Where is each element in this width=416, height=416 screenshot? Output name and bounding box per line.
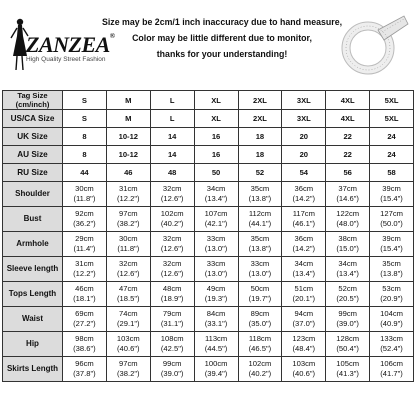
- measurement-inch: (13.4"): [292, 269, 316, 278]
- measurement-cm: 123cm: [292, 334, 316, 343]
- measurement-inch: (19.3"): [204, 294, 228, 303]
- measurement-inch: (12.6"): [117, 269, 140, 278]
- measurement-inch: (20.1"): [292, 294, 316, 303]
- measurement-cm: 104cm: [380, 309, 403, 318]
- table-row: [3, 232, 414, 257]
- measurement-cell: [150, 232, 194, 257]
- measurement-inch: (11.8"): [117, 244, 140, 253]
- measurement-cm: 102cm: [248, 359, 272, 368]
- table-cell: 8: [63, 146, 107, 164]
- table-cell: 14: [150, 128, 194, 146]
- measurement-cell: [194, 182, 238, 207]
- measurement-cell: [370, 307, 414, 332]
- measurement-cell: [238, 307, 282, 332]
- measurement-inch: (37.8"): [73, 369, 96, 378]
- measurement-cell: [63, 332, 107, 357]
- size-header-cell: 2XL: [238, 91, 282, 110]
- table-cell: 44: [63, 164, 107, 182]
- row-header: UK Size: [3, 128, 63, 146]
- table-cell: 18: [238, 128, 282, 146]
- measurement-cell: [238, 182, 282, 207]
- table-cell: 22: [326, 146, 370, 164]
- measurement-cm: 49cm: [206, 284, 226, 293]
- measurement-cm: 39cm: [382, 234, 401, 243]
- measurement-cell: [326, 257, 370, 282]
- measurement-cell: [150, 282, 194, 307]
- measurement-inch: (38.6"): [73, 344, 96, 353]
- table-cell: 14: [150, 146, 194, 164]
- measurement-cm: 102cm: [160, 209, 184, 218]
- measurement-inch: (12.2"): [117, 194, 140, 203]
- measurement-inch: (13.0"): [204, 244, 228, 253]
- measurement-inch: (13.4"): [336, 269, 359, 278]
- measurement-cm: 32cm: [162, 234, 182, 243]
- measurement-cm: 133cm: [380, 334, 403, 343]
- measurement-cm: 32cm: [162, 259, 182, 268]
- header: [2, 2, 414, 87]
- measurement-inch: (11.4"): [73, 244, 96, 253]
- row-header: RU Size: [3, 164, 63, 182]
- size-header-cell: XL: [194, 91, 238, 110]
- measurement-inch: (15.0"): [336, 244, 359, 253]
- measurement-cell: [238, 332, 282, 357]
- measurement-cell: [370, 207, 414, 232]
- measurement-cm: 98cm: [75, 334, 94, 343]
- measurement-inch: (50.4"): [336, 344, 359, 353]
- measurement-cm: 99cm: [162, 359, 182, 368]
- measurement-cm: 79cm: [162, 309, 182, 318]
- measurement-cell: [63, 207, 107, 232]
- measurement-inch: (13.0"): [204, 269, 228, 278]
- measurement-cm: 117cm: [292, 209, 315, 218]
- measurement-cm: 108cm: [160, 334, 184, 343]
- measurement-cell: [194, 232, 238, 257]
- measurement-cell: [194, 332, 238, 357]
- measurement-cm: 37cm: [338, 184, 357, 193]
- table-cell: 24: [370, 128, 414, 146]
- measurement-inch: (19.7"): [248, 294, 272, 303]
- measurement-inch: (42.5"): [160, 344, 184, 353]
- measurement-cell: [63, 357, 107, 382]
- table-cell: 16: [194, 128, 238, 146]
- measurement-inch: (14.2"): [292, 194, 316, 203]
- measurement-cm: 33cm: [206, 259, 226, 268]
- measurement-cm: 69cm: [75, 309, 94, 318]
- measurement-cm: 103cm: [116, 334, 140, 343]
- measurement-cell: [106, 282, 150, 307]
- table-row: [3, 128, 414, 146]
- measurement-inch: (13.8"): [248, 194, 272, 203]
- measurement-inch: (11.8"): [73, 194, 96, 203]
- measurement-cm: 112cm: [248, 209, 272, 218]
- measurement-inch: (44.5"): [204, 344, 228, 353]
- measurement-cm: 34cm: [338, 259, 357, 268]
- row-header: Tops Length: [3, 282, 63, 307]
- measurement-cm: 34cm: [294, 259, 314, 268]
- measurement-cell: [106, 357, 150, 382]
- table-row: [3, 357, 414, 382]
- size-header-cell: 5XL: [370, 91, 414, 110]
- notice-line-1: Size may be 2cm/1 inch inaccuracy due to hand measure,: [102, 17, 343, 27]
- measurement-cm: 50cm: [250, 284, 270, 293]
- measurement-cell: [282, 282, 326, 307]
- measurement-cm: 99cm: [338, 309, 357, 318]
- table-cell: M: [106, 110, 150, 128]
- measurement-cell: [282, 257, 326, 282]
- measurement-cm: 105cm: [336, 359, 360, 368]
- measurement-cell: [326, 207, 370, 232]
- measurement-cm: 38cm: [338, 234, 357, 243]
- table-cell: XL: [194, 110, 238, 128]
- brand-name: ZANZEA: [26, 31, 110, 57]
- measurement-cm: 53cm: [382, 284, 401, 293]
- row-header: Bust: [3, 207, 63, 232]
- measurement-inch: (38.2"): [117, 219, 140, 228]
- row-header: Shoulder: [3, 182, 63, 207]
- measurement-inch: (50.0"): [380, 219, 403, 228]
- measurement-cm: 39cm: [382, 184, 401, 193]
- measurement-cell: [194, 282, 238, 307]
- measurement-cell: [194, 357, 238, 382]
- size-header-cell: 4XL: [326, 91, 370, 110]
- table-row: [3, 164, 414, 182]
- measurement-inch: (12.6"): [160, 194, 184, 203]
- measurement-cell: [238, 282, 282, 307]
- table-cell: 20: [282, 128, 326, 146]
- table-row: [3, 307, 414, 332]
- measurement-cm: 84cm: [206, 309, 226, 318]
- size-header-cell: S: [63, 91, 107, 110]
- measurement-inch: (12.6"): [160, 244, 184, 253]
- measurement-cell: [238, 207, 282, 232]
- measurement-cm: 106cm: [380, 359, 403, 368]
- measurement-cell: [106, 307, 150, 332]
- registered-mark: ®: [109, 31, 115, 40]
- measurement-cm: 35cm: [250, 234, 270, 243]
- measurement-inch: (20.5"): [336, 294, 359, 303]
- measurement-cell: [63, 232, 107, 257]
- measurement-cell: [194, 307, 238, 332]
- measurement-cell: [370, 182, 414, 207]
- table-cell: 56: [326, 164, 370, 182]
- table-cell: 2XL: [238, 110, 282, 128]
- measurement-cell: [326, 357, 370, 382]
- measurement-cell: [150, 257, 194, 282]
- measurement-cell: [238, 357, 282, 382]
- measurement-cm: 48cm: [162, 284, 182, 293]
- size-table: [2, 90, 414, 382]
- size-header-cell: 3XL: [282, 91, 326, 110]
- measurement-cm: 32cm: [119, 259, 138, 268]
- measurement-cell: [238, 232, 282, 257]
- table-row: [3, 207, 414, 232]
- measurement-cell: [194, 207, 238, 232]
- measurement-cell: [282, 182, 326, 207]
- measurement-inch: (14.2"): [292, 244, 316, 253]
- table-cell: 24: [370, 146, 414, 164]
- brand-tagline: High Quality Street Fashion: [26, 55, 106, 63]
- measurement-cm: 35cm: [250, 184, 270, 193]
- measurement-cell: [326, 182, 370, 207]
- measurement-cell: [370, 332, 414, 357]
- tag-size-row: [3, 91, 414, 110]
- measurement-cm: 100cm: [204, 359, 228, 368]
- row-header: Sleeve length: [3, 257, 63, 282]
- measurement-inch: (40.6"): [292, 369, 316, 378]
- measurement-inch: (13.0"): [248, 269, 272, 278]
- measurement-inch: (40.2"): [248, 369, 272, 378]
- measurement-cell: [326, 282, 370, 307]
- measurement-cm: 36cm: [294, 184, 314, 193]
- measurement-cell: [326, 232, 370, 257]
- measurement-inch: (48.4"): [292, 344, 316, 353]
- measurement-inch: (33.1"): [204, 319, 228, 328]
- row-header: US/CA Size: [3, 110, 63, 128]
- row-header: Armhole: [3, 232, 63, 257]
- measurement-inch: (39.0"): [160, 369, 184, 378]
- measurement-cell: [370, 257, 414, 282]
- table-cell: 20: [282, 146, 326, 164]
- measurement-cm: 36cm: [294, 234, 314, 243]
- measurement-cm: 46cm: [75, 284, 94, 293]
- measurement-cm: 118cm: [248, 334, 272, 343]
- table-cell: 16: [194, 146, 238, 164]
- measurement-cell: [370, 357, 414, 382]
- measurement-cell: [370, 232, 414, 257]
- measurement-cell: [106, 232, 150, 257]
- measurement-cell: [326, 332, 370, 357]
- notice-line-3: thanks for your understanding!: [156, 49, 288, 59]
- measurement-cell: [63, 307, 107, 332]
- measurement-cm: 128cm: [336, 334, 360, 343]
- table-cell: 10-12: [106, 128, 150, 146]
- row-header: Skirts Length: [3, 357, 63, 382]
- table-cell: S: [63, 110, 107, 128]
- measurement-inch: (12.2"): [73, 269, 96, 278]
- measurement-inch: (27.2"): [73, 319, 96, 328]
- table-cell: 3XL: [282, 110, 326, 128]
- measurement-cm: 74cm: [119, 309, 138, 318]
- measurement-inch: (40.9"): [380, 319, 403, 328]
- measuring-tape-icon: [338, 8, 410, 80]
- measurement-cell: [150, 357, 194, 382]
- measurement-cm: 51cm: [294, 284, 314, 293]
- measurement-cell: [106, 207, 150, 232]
- measurement-cm: 113cm: [204, 334, 228, 343]
- measurement-inch: (15.4"): [380, 244, 403, 253]
- measurement-inch: (36.2"): [73, 219, 96, 228]
- table-cell: 8: [63, 128, 107, 146]
- measurement-inch: (39.0"): [336, 319, 359, 328]
- measurement-cm: 31cm: [75, 259, 94, 268]
- size-header-cell: L: [150, 91, 194, 110]
- measurement-cell: [282, 357, 326, 382]
- measurement-cell: [106, 257, 150, 282]
- table-row: [3, 332, 414, 357]
- measurement-cell: [150, 332, 194, 357]
- row-header: Waist: [3, 307, 63, 332]
- table-cell: 54: [282, 164, 326, 182]
- measurement-cm: 97cm: [119, 209, 138, 218]
- measurement-inch: (38.2"): [117, 369, 140, 378]
- measurement-cm: 30cm: [119, 234, 138, 243]
- measurement-cm: 92cm: [75, 209, 94, 218]
- measurement-cell: [238, 257, 282, 282]
- measurement-inch: (40.6"): [117, 344, 140, 353]
- table-cell: 50: [194, 164, 238, 182]
- measurement-inch: (18.5"): [117, 294, 140, 303]
- measurement-cell: [63, 257, 107, 282]
- measurement-inch: (14.6"): [336, 194, 359, 203]
- measurement-inch: (13.8"): [248, 244, 272, 253]
- measurement-inch: (29.1"): [117, 319, 140, 328]
- measurement-inch: (46.5"): [248, 344, 272, 353]
- measurement-inch: (41.3"): [336, 369, 359, 378]
- measurement-cm: 34cm: [206, 184, 226, 193]
- table-cell: 22: [326, 128, 370, 146]
- measurement-cm: 103cm: [292, 359, 316, 368]
- table-cell: 4XL: [326, 110, 370, 128]
- measurement-cell: [282, 232, 326, 257]
- measurement-cell: [194, 257, 238, 282]
- measurement-inch: (18.9"): [160, 294, 184, 303]
- table-cell: 58: [370, 164, 414, 182]
- measurement-cell: [150, 182, 194, 207]
- measurement-inch: (41.7"): [380, 369, 403, 378]
- measurement-cell: [150, 207, 194, 232]
- measurement-cell: [106, 182, 150, 207]
- table-row: [3, 182, 414, 207]
- measurement-cm: 29cm: [75, 234, 94, 243]
- notice-line-2: Color may be little different due to monitor,: [132, 33, 312, 43]
- measurement-cm: 33cm: [206, 234, 226, 243]
- table-cell: 5XL: [370, 110, 414, 128]
- measurement-inch: (15.4"): [380, 194, 403, 203]
- measurement-cell: [63, 282, 107, 307]
- size-notice: [102, 14, 342, 62]
- measurement-cell: [282, 207, 326, 232]
- table-row: [3, 257, 414, 282]
- measurement-inch: (52.4"): [380, 344, 403, 353]
- size-header-cell: M: [106, 91, 150, 110]
- table-row: [3, 282, 414, 307]
- table-cell: 48: [150, 164, 194, 182]
- measurement-cm: 127cm: [380, 209, 403, 218]
- measurement-inch: (13.8"): [380, 269, 403, 278]
- brand-logo: [8, 10, 115, 80]
- measurement-cm: 30cm: [75, 184, 94, 193]
- measurement-cm: 96cm: [75, 359, 94, 368]
- measurement-inch: (20.9"): [380, 294, 403, 303]
- measurement-cell: [150, 307, 194, 332]
- table-cell: L: [150, 110, 194, 128]
- table-row: [3, 146, 414, 164]
- measurement-cell: [326, 307, 370, 332]
- measurement-cm: 122cm: [336, 209, 360, 218]
- table-cell: 10-12: [106, 146, 150, 164]
- measurement-inch: (44.1"): [248, 219, 272, 228]
- table-cell: 18: [238, 146, 282, 164]
- table-cell: 46: [106, 164, 150, 182]
- measurement-cm: 52cm: [338, 284, 357, 293]
- measurement-cm: 33cm: [250, 259, 270, 268]
- row-header: Hip: [3, 332, 63, 357]
- measurement-inch: (35.0"): [248, 319, 272, 328]
- measurement-cm: 89cm: [250, 309, 270, 318]
- measurement-cell: [370, 282, 414, 307]
- measurement-cell: [63, 182, 107, 207]
- measurement-cell: [106, 332, 150, 357]
- measurement-cm: 107cm: [204, 209, 228, 218]
- measurement-inch: (13.4"): [204, 194, 228, 203]
- measurement-cm: 31cm: [119, 184, 138, 193]
- measurement-cm: 97cm: [119, 359, 138, 368]
- measurement-cm: 35cm: [382, 259, 401, 268]
- row-header: AU Size: [3, 146, 63, 164]
- measurement-inch: (39.4"): [204, 369, 228, 378]
- measurement-inch: (42.1"): [204, 219, 228, 228]
- measurement-cell: [282, 307, 326, 332]
- row-header-tag-size: Tag Size (cm/inch): [3, 91, 63, 110]
- table-row: [3, 110, 414, 128]
- measurement-cm: 32cm: [162, 184, 182, 193]
- measurement-cm: 94cm: [294, 309, 314, 318]
- measurement-inch: (18.1"): [73, 294, 96, 303]
- measurement-cell: [282, 332, 326, 357]
- measurement-inch: (12.6"): [160, 269, 184, 278]
- measurement-inch: (40.2"): [160, 219, 184, 228]
- measurement-inch: (37.0"): [292, 319, 316, 328]
- measurement-cm: 47cm: [119, 284, 138, 293]
- measurement-inch: (46.1"): [292, 219, 316, 228]
- measurement-inch: (48.0"): [336, 219, 359, 228]
- table-cell: 52: [238, 164, 282, 182]
- measurement-inch: (31.1"): [160, 319, 184, 328]
